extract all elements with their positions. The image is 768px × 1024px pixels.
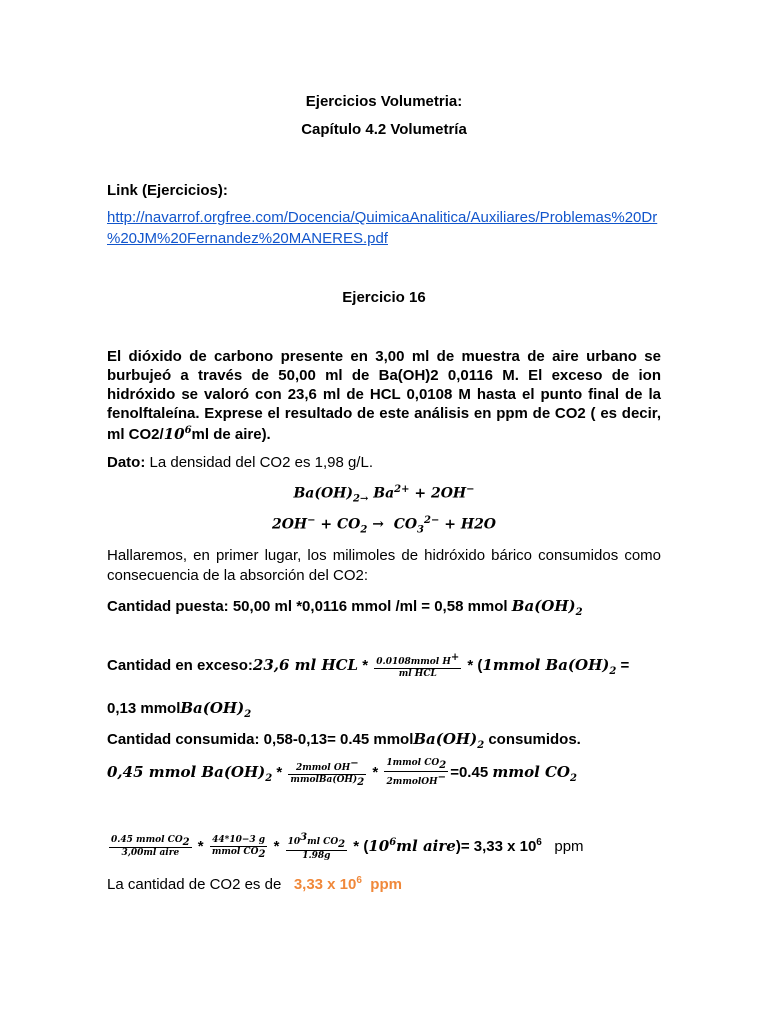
cantidad-exceso-result: 0,13 $mmolBa(OH)_2$ [107,699,252,720]
statement-line-1: El dióxido de carbono presente en 3,00 ml de muestra de aire urbano se [107,348,661,365]
exercise-link-line2[interactable]: %20JM%20Fernandez%20MANERES.pdf [107,230,388,247]
equation-1: $Ba(OH)_{2\to}$ $Ba^{2+} + 2OH^-$ [293,484,475,505]
statement-line-5: ml $CO2/10^6ml$ de aire). [107,425,271,443]
equation-2: $2OH^- + CO_2 \to CO_3^{2-} + H2O$ [271,515,497,536]
exercise-heading: Ejercicio 16 [342,289,426,306]
conclusion: La cantidad de CO2 es de 3,33 x $10^6$ ppm [107,875,402,893]
link-label: Link (Ejercicios): [107,182,228,199]
explanation-line-1: Hallaremos, en primer lugar, los milimoles de hidróxido bárico consumidos como [107,547,661,564]
dato-line: Dato: La densidad del CO2 es 1,98 g/L. [107,454,373,471]
statement-line-2: burbujeó a través de 50,00 ml de Ba(OH)2 0,0116 M. El exceso de ion [107,367,661,384]
chapter-title: Capítulo 4.2 Volumetría [301,121,467,138]
exercise-link-line1[interactable]: http://navarrof.orgfree.com/Docencia/QuimicaAnalitica/Auxiliares/Problemas%20Dr [107,209,658,226]
statement-line-3: hidróxido se valoró con 23,6 ml de HCL 0,0108 M hasta el punto final de la [107,386,661,403]
cantidad-puesta: Cantidad puesta: 50,00 ml *0,0116 mmol /ml = 0,58 mmol $Ba(OH)_2$ [107,597,583,618]
cantidad-exceso: Cantidad en exceso:23,6 ml HCL * $\frac{0.0108mmol H^+}{\text{ml HCL}}$ * (1mmol $Ba(OH)_2$ = [107,652,630,679]
statement-line-4: fenolftaleína. Exprese el resultado de este análisis en ppm de CO2 ( es decir, [107,405,661,422]
co2-calculation: 0,45 mmol $Ba(OH)_2$ * $\frac{2mmol OH^-}{mmolBa(OH)_2}$ * $\frac{1mmol CO_2}{2mmolOH^-}$ =0.45 mmol $CO_2$ [107,758,577,788]
cantidad-consumida: Cantidad consumida: 0,58-0,13= 0.45 $mmolBa(OH)_2$ consumidos. [107,730,581,751]
conclusion-value: 3,33 x $10^6$ ppm [293,875,402,893]
explanation-line-2: consecuencia de la absorción del CO2: [107,567,368,584]
document-title: Ejercicios Volumetria: [305,93,463,110]
ppm-calculation: $\frac{0.45 mmol CO_2}{\text{3,00ml aire}}$ * $\frac{44*10-3 g}{mmol CO_2}$ * $\frac{10^3ml CO_2}{1.98g}$ * ($10^6ml$ aire)= 3,33 x $10^6$ ppm [111,832,584,861]
